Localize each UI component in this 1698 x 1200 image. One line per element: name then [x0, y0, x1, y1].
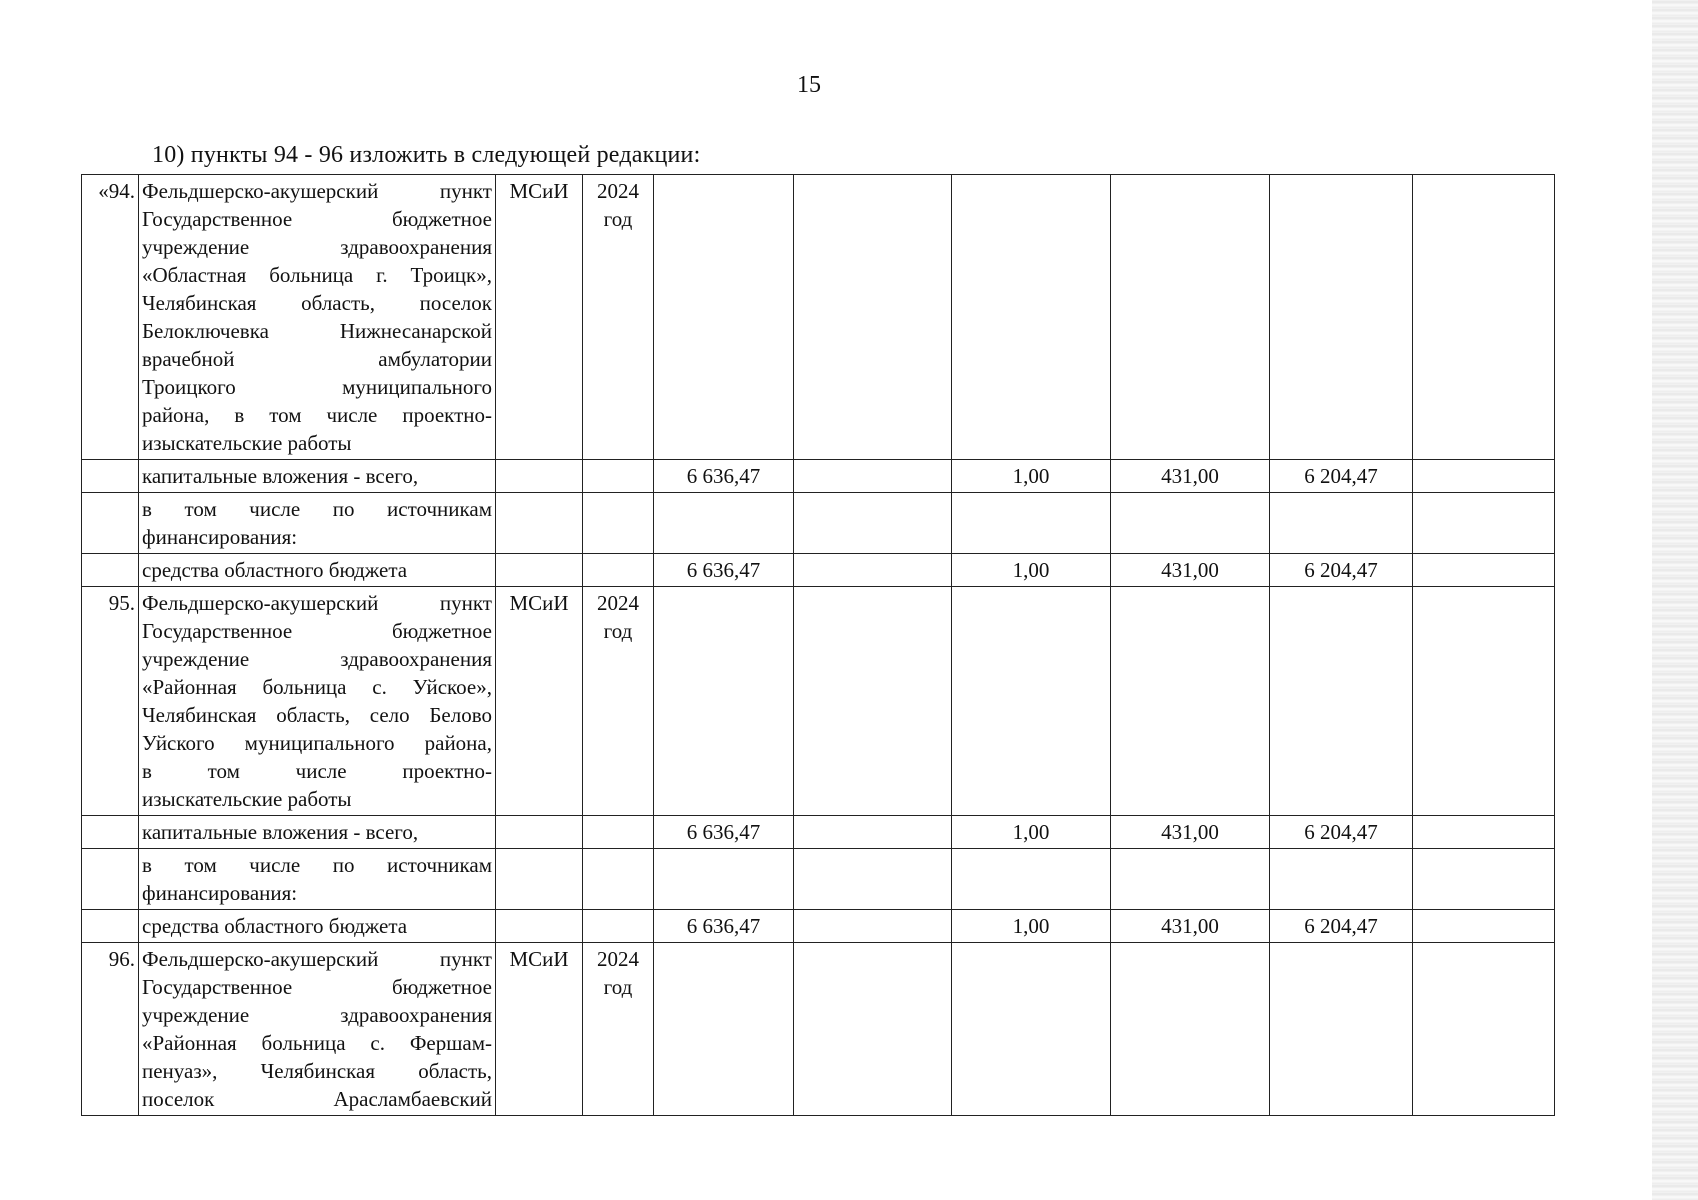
budget-value: 6 636,47: [654, 554, 794, 587]
empty-cell: [1270, 849, 1413, 910]
object-name-line: «Районная больница с. Фершам-: [142, 1031, 492, 1055]
empty-value-cell: [1270, 587, 1413, 816]
implementation-year: 2024 год: [583, 943, 654, 1116]
object-name: [139, 943, 496, 1116]
empty-value-cell: [794, 943, 952, 1116]
empty-cell: [82, 910, 139, 943]
budget-value: 1,00: [952, 554, 1111, 587]
empty-value-cell: [952, 175, 1111, 460]
empty-value-cell: [1413, 587, 1555, 816]
object-name-line: учреждение здравоохранения: [142, 647, 492, 671]
table-row: [82, 849, 1555, 910]
empty-value-cell: [1270, 943, 1413, 1116]
item-number: 96.: [82, 943, 139, 1116]
empty-cell: [82, 849, 139, 910]
table-body: [82, 175, 1555, 1116]
budget-label: средства областного бюджета: [139, 554, 496, 587]
table-row: [82, 493, 1555, 554]
capital-value: [794, 816, 952, 849]
empty-value-cell: [654, 943, 794, 1116]
capital-label: капитальные вложения - всего,: [139, 816, 496, 849]
empty-cell: [1111, 493, 1270, 554]
table-row: [82, 460, 1555, 493]
empty-value-cell: [1413, 943, 1555, 1116]
object-name-line: района, в том числе проектно-: [142, 403, 492, 427]
empty-value-cell: [654, 175, 794, 460]
empty-cell: [496, 460, 583, 493]
empty-cell: [1270, 493, 1413, 554]
table-row: [82, 587, 1555, 816]
amendment-intro: 10) пункты 94 - 96 изложить в следующей редакции:: [152, 142, 701, 168]
implementation-year: 2024 год: [583, 587, 654, 816]
object-name-line: в том числе проектно-: [142, 759, 492, 783]
capital-value: 6 204,47: [1270, 460, 1413, 493]
empty-cell: [583, 816, 654, 849]
object-name-line: пенуаз», Челябинская область,: [142, 1059, 492, 1083]
object-name-line: «Районная больница с. Уйское»,: [142, 675, 492, 699]
empty-cell: [496, 910, 583, 943]
table-row: [82, 943, 1555, 1116]
capital-label: капитальные вложения - всего,: [139, 460, 496, 493]
empty-value-cell: [1413, 175, 1555, 460]
responsible-body: МСиИ: [496, 587, 583, 816]
object-name-line: Государственное бюджетное: [142, 975, 492, 999]
empty-cell: [583, 910, 654, 943]
capital-value: [1413, 460, 1555, 493]
object-name-line: Фельдшерско-акушерский пункт: [142, 591, 492, 615]
table-row: [82, 816, 1555, 849]
empty-value-cell: [952, 943, 1111, 1116]
budget-value: [794, 910, 952, 943]
empty-cell: [654, 849, 794, 910]
responsible-body: МСиИ: [496, 943, 583, 1116]
empty-cell: [583, 493, 654, 554]
scan-edge-artifact: [1652, 0, 1698, 1200]
empty-cell: [1111, 849, 1270, 910]
empty-value-cell: [1111, 175, 1270, 460]
object-name-line: Троицкого муниципального: [142, 375, 492, 399]
empty-value-cell: [952, 587, 1111, 816]
sources-label: в том числе по источникам финансирования:: [139, 849, 496, 910]
object-name-line: Белоключевка Нижнесанарской: [142, 319, 492, 343]
empty-value-cell: [1111, 587, 1270, 816]
budget-value: 431,00: [1111, 910, 1270, 943]
capital-value: [1413, 816, 1555, 849]
object-name-line: Государственное бюджетное: [142, 207, 492, 231]
object-name: [139, 587, 496, 816]
empty-cell: [82, 493, 139, 554]
object-name-line: Фельдшерско-акушерский пункт: [142, 179, 492, 203]
empty-cell: [952, 849, 1111, 910]
empty-cell: [82, 816, 139, 849]
empty-value-cell: [654, 587, 794, 816]
object-name: [139, 175, 496, 460]
object-name-line: поселок Арасламбаевский: [142, 1087, 492, 1111]
empty-cell: [82, 554, 139, 587]
budget-value: [1413, 554, 1555, 587]
implementation-year: 2024 год: [583, 175, 654, 460]
table-row: [82, 910, 1555, 943]
table-row: [82, 554, 1555, 587]
capital-value: 1,00: [952, 460, 1111, 493]
budget-value: [794, 554, 952, 587]
budget-value: 6 204,47: [1270, 910, 1413, 943]
object-name-line: Государственное бюджетное: [142, 619, 492, 643]
item-number: 95.: [82, 587, 139, 816]
capital-value: 6 204,47: [1270, 816, 1413, 849]
table-row: [82, 175, 1555, 460]
capital-value: 6 636,47: [654, 816, 794, 849]
budget-value: [1413, 910, 1555, 943]
empty-cell: [1413, 493, 1555, 554]
object-name-line: врачебной амбулатории: [142, 347, 492, 371]
empty-value-cell: [794, 587, 952, 816]
object-name-line: Фельдшерско-акушерский пункт: [142, 947, 492, 971]
budget-value: 1,00: [952, 910, 1111, 943]
item-number: «94.: [82, 175, 139, 460]
object-name-line: Уйского муниципального района,: [142, 731, 492, 755]
empty-value-cell: [794, 175, 952, 460]
empty-cell: [82, 460, 139, 493]
capital-value: 6 636,47: [654, 460, 794, 493]
budget-value: 6 204,47: [1270, 554, 1413, 587]
capital-value: 431,00: [1111, 460, 1270, 493]
capital-value: 1,00: [952, 816, 1111, 849]
object-name-line: изыскательские работы: [142, 431, 352, 455]
responsible-body: МСиИ: [496, 175, 583, 460]
empty-cell: [1413, 849, 1555, 910]
empty-cell: [794, 493, 952, 554]
object-name-line: «Областная больница г. Троицк»,: [142, 263, 492, 287]
empty-cell: [654, 493, 794, 554]
object-name-line: Челябинская область, село Белово: [142, 703, 492, 727]
empty-cell: [794, 849, 952, 910]
empty-cell: [496, 816, 583, 849]
investment-table: [81, 174, 1555, 1116]
object-name-line: изыскательские работы: [142, 787, 352, 811]
empty-cell: [496, 554, 583, 587]
capital-value: [794, 460, 952, 493]
empty-cell: [952, 493, 1111, 554]
object-name-line: Челябинская область, поселок: [142, 291, 492, 315]
budget-value: 431,00: [1111, 554, 1270, 587]
empty-cell: [496, 849, 583, 910]
page-number: 15: [797, 72, 821, 98]
object-name-line: учреждение здравоохранения: [142, 235, 492, 259]
object-name-line: учреждение здравоохранения: [142, 1003, 492, 1027]
budget-value: 6 636,47: [654, 910, 794, 943]
empty-cell: [583, 554, 654, 587]
empty-value-cell: [1111, 943, 1270, 1116]
empty-cell: [583, 460, 654, 493]
sources-label: в том числе по источникам финансирования:: [139, 493, 496, 554]
empty-value-cell: [1270, 175, 1413, 460]
budget-label: средства областного бюджета: [139, 910, 496, 943]
empty-cell: [496, 493, 583, 554]
capital-value: 431,00: [1111, 816, 1270, 849]
empty-cell: [583, 849, 654, 910]
